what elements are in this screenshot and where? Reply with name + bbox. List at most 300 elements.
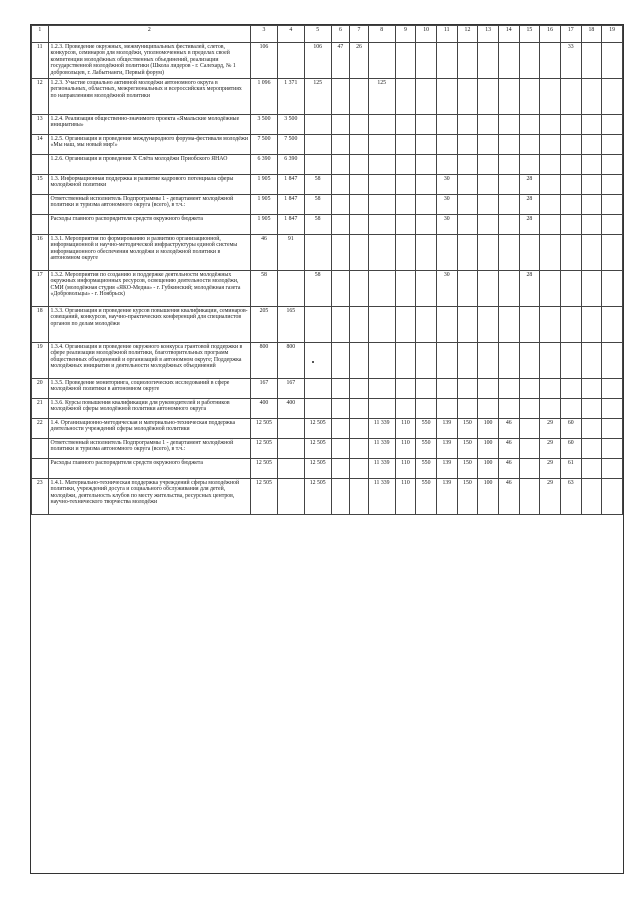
amount-cell	[478, 271, 499, 307]
amount-cell: 800	[277, 343, 304, 379]
amount-cell	[368, 235, 395, 271]
activity-name-cell: 1.2.6. Организация и проведение X Слёта молодёжи Приобского ЯНАО	[48, 155, 251, 175]
amount-cell: 47	[331, 43, 350, 79]
amount-cell	[304, 399, 331, 419]
amount-cell	[581, 195, 602, 215]
amount-cell	[350, 459, 369, 479]
amount-cell	[478, 115, 499, 135]
amount-cell	[368, 115, 395, 135]
amount-cell	[560, 79, 581, 115]
amount-cell	[368, 379, 395, 399]
amount-cell: 91	[277, 235, 304, 271]
amount-cell	[602, 459, 623, 479]
amount-cell	[519, 79, 540, 115]
amount-cell	[395, 343, 416, 379]
table-row	[32, 343, 623, 379]
amount-cell	[350, 195, 369, 215]
activity-name-cell: 1.2.3. Участие социально активной молодёжи автономного округа в региональных, областных, межрегиональных и всероссийских мероприятиях по направлениям молодёжной политики	[48, 79, 251, 115]
column-header: 19	[602, 26, 623, 43]
amount-cell	[560, 155, 581, 175]
amount-cell: 100	[478, 439, 499, 459]
amount-cell	[560, 115, 581, 135]
amount-cell	[331, 271, 350, 307]
amount-cell	[602, 379, 623, 399]
amount-cell	[478, 195, 499, 215]
row-number-cell	[32, 439, 49, 459]
amount-cell: 12 505	[304, 439, 331, 459]
column-header: 9	[395, 26, 416, 43]
column-header: 4	[277, 26, 304, 43]
amount-cell	[395, 135, 416, 155]
amount-cell: 139	[436, 479, 457, 515]
amount-cell	[304, 379, 331, 399]
amount-cell	[395, 307, 416, 343]
amount-cell: 33	[560, 43, 581, 79]
budget-table	[31, 25, 623, 515]
table-row	[32, 459, 623, 479]
amount-cell	[331, 155, 350, 175]
amount-cell	[416, 343, 437, 379]
row-number-cell: 22	[32, 419, 49, 439]
amount-cell	[395, 235, 416, 271]
amount-cell	[581, 235, 602, 271]
column-header: 3	[251, 26, 278, 43]
amount-cell	[602, 115, 623, 135]
amount-cell	[436, 135, 457, 155]
amount-cell	[457, 343, 478, 379]
amount-cell	[331, 307, 350, 343]
amount-cell	[368, 195, 395, 215]
amount-cell	[368, 399, 395, 419]
amount-cell	[350, 235, 369, 271]
amount-cell	[540, 235, 561, 271]
row-number-cell: 14	[32, 135, 49, 155]
amount-cell	[602, 175, 623, 195]
amount-cell	[560, 271, 581, 307]
amount-cell	[498, 155, 519, 175]
amount-cell	[519, 379, 540, 399]
amount-cell	[581, 155, 602, 175]
amount-cell: 3 500	[251, 115, 278, 135]
amount-cell	[478, 379, 499, 399]
activity-name-cell: Расходы главного распорядителя средств окружного бюджета	[48, 215, 251, 235]
amount-cell: 60	[560, 419, 581, 439]
amount-cell	[457, 215, 478, 235]
amount-cell: 28	[519, 175, 540, 195]
activity-name-cell: 1.2.4. Реализация общественно-значимого проекта «Ямальские молодёжные инициативы»	[48, 115, 251, 135]
amount-cell	[560, 135, 581, 155]
amount-cell: 1 096	[251, 79, 278, 115]
amount-cell	[416, 175, 437, 195]
amount-cell: 29	[540, 439, 561, 459]
amount-cell: 58	[304, 215, 331, 235]
amount-cell	[581, 399, 602, 419]
amount-cell	[540, 135, 561, 155]
amount-cell	[519, 439, 540, 459]
amount-cell	[395, 379, 416, 399]
amount-cell: 12 505	[304, 419, 331, 439]
amount-cell	[457, 135, 478, 155]
amount-cell	[478, 307, 499, 343]
amount-cell	[350, 135, 369, 155]
amount-cell: 150	[457, 439, 478, 459]
column-header: 15	[519, 26, 540, 43]
amount-cell	[478, 343, 499, 379]
amount-cell	[395, 175, 416, 195]
amount-cell	[581, 479, 602, 515]
amount-cell: 58	[304, 175, 331, 195]
amount-cell	[457, 175, 478, 195]
amount-cell: 550	[416, 439, 437, 459]
amount-cell	[560, 343, 581, 379]
amount-cell: 1 847	[277, 195, 304, 215]
activity-name-cell: Расходы главного распорядителя средств окружного бюджета	[48, 459, 251, 479]
table-row	[32, 215, 623, 235]
amount-cell: 1 905	[251, 215, 278, 235]
amount-cell	[331, 459, 350, 479]
amount-cell	[350, 399, 369, 419]
amount-cell	[304, 115, 331, 135]
amount-cell	[350, 439, 369, 459]
row-number-cell: 23	[32, 479, 49, 515]
activity-name-cell: Ответственный исполнитель Подпрограммы 1 - департамент молодёжной политики и туризма автономного округа (всего), в т.ч.:	[48, 195, 251, 215]
amount-cell	[540, 307, 561, 343]
amount-cell: 1 905	[251, 195, 278, 215]
amount-cell	[498, 399, 519, 419]
amount-cell: 12 505	[304, 459, 331, 479]
amount-cell	[478, 215, 499, 235]
amount-cell	[436, 235, 457, 271]
table-row	[32, 235, 623, 271]
amount-cell	[581, 175, 602, 195]
amount-cell	[350, 343, 369, 379]
amount-cell: 3 500	[277, 115, 304, 135]
amount-cell	[498, 195, 519, 215]
amount-cell: 7 500	[277, 135, 304, 155]
amount-cell	[478, 155, 499, 175]
row-number-cell: 11	[32, 43, 49, 79]
amount-cell	[457, 307, 478, 343]
amount-cell	[277, 459, 304, 479]
amount-cell	[436, 155, 457, 175]
amount-cell	[350, 271, 369, 307]
activity-name-cell: 1.3.5. Проведение мониторинга, социологических исследований в сфере молодёжной политики в автономном округе	[48, 379, 251, 399]
amount-cell	[560, 215, 581, 235]
amount-cell	[519, 235, 540, 271]
amount-cell	[457, 271, 478, 307]
amount-cell: 106	[251, 43, 278, 79]
table-row	[32, 43, 623, 79]
amount-cell	[350, 215, 369, 235]
amount-cell	[478, 43, 499, 79]
amount-cell	[540, 399, 561, 419]
amount-cell	[416, 235, 437, 271]
amount-cell	[368, 135, 395, 155]
amount-cell: 100	[478, 479, 499, 515]
row-number-cell: 20	[32, 379, 49, 399]
amount-cell	[331, 215, 350, 235]
column-header: 16	[540, 26, 561, 43]
amount-cell	[540, 271, 561, 307]
amount-cell	[519, 307, 540, 343]
amount-cell	[331, 479, 350, 515]
amount-cell: 165	[277, 307, 304, 343]
amount-cell	[519, 343, 540, 379]
amount-cell	[350, 307, 369, 343]
amount-cell	[519, 459, 540, 479]
column-header: 18	[581, 26, 602, 43]
amount-cell	[581, 79, 602, 115]
amount-cell	[416, 271, 437, 307]
amount-cell	[602, 307, 623, 343]
amount-cell	[498, 235, 519, 271]
amount-cell: 1 847	[277, 215, 304, 235]
table-row	[32, 115, 623, 135]
amount-cell	[331, 235, 350, 271]
activity-name-cell: 1.3.4. Организация и проведение окружного конкурса грантовой поддержки в сфере реализации молодёжной политики, благотворительных программ общественных объединений и организаций в автономном округе; Поддержка молодёжных инициатив и деятельности молодёжных объединений	[48, 343, 251, 379]
amount-cell: 60	[560, 439, 581, 459]
table-row	[32, 419, 623, 439]
amount-cell: 12 505	[251, 439, 278, 459]
amount-cell	[478, 135, 499, 155]
amount-cell	[331, 195, 350, 215]
activity-name-cell: 1.2.5. Организация и проведение международного форума-фестиваля молодёжи «Мы наш, мы новый мир!»	[48, 135, 251, 155]
amount-cell	[478, 399, 499, 419]
row-number-cell	[32, 155, 49, 175]
amount-cell	[416, 399, 437, 419]
amount-cell	[581, 43, 602, 79]
amount-cell: 167	[277, 379, 304, 399]
amount-cell	[416, 155, 437, 175]
amount-cell	[277, 439, 304, 459]
row-number-cell: 19	[32, 343, 49, 379]
row-number-cell: 15	[32, 175, 49, 195]
amount-cell	[560, 399, 581, 419]
amount-cell	[350, 379, 369, 399]
amount-cell	[304, 235, 331, 271]
amount-cell	[395, 399, 416, 419]
amount-cell	[331, 343, 350, 379]
amount-cell	[602, 43, 623, 79]
amount-cell	[498, 175, 519, 195]
amount-cell	[519, 115, 540, 135]
amount-cell	[368, 43, 395, 79]
activity-name-cell: 1.4.1. Материально-техническая поддержка учреждений сферы молодёжной политики, учреждений досуга и социального обслуживания для детей, молодёжи, деятельность клубов по месту жительства, ресурсных центров, научно-технического творчества молодёжи	[48, 479, 251, 515]
amount-cell: 58	[251, 271, 278, 307]
amount-cell: 12 505	[304, 479, 331, 515]
activity-name-cell: 1.3.3. Организация и проведение курсов повышения квалификации, семинаров-совещаний, конкурсов, научно-практических конференций для специалистов органов по делам молодёжи	[48, 307, 251, 343]
row-number-cell: 17	[32, 271, 49, 307]
amount-cell	[581, 343, 602, 379]
amount-cell	[457, 195, 478, 215]
amount-cell	[602, 343, 623, 379]
row-number-cell	[32, 459, 49, 479]
amount-cell	[395, 79, 416, 115]
amount-cell: 106	[304, 43, 331, 79]
amount-cell	[331, 399, 350, 419]
column-header: 10	[416, 26, 437, 43]
row-number-cell	[32, 215, 49, 235]
row-number-cell	[32, 195, 49, 215]
amount-cell	[540, 195, 561, 215]
amount-cell: 550	[416, 419, 437, 439]
amount-cell	[331, 79, 350, 115]
amount-cell	[560, 379, 581, 399]
column-header: 8	[368, 26, 395, 43]
amount-cell: 26	[350, 43, 369, 79]
amount-cell: 30	[436, 215, 457, 235]
amount-cell: 46	[498, 419, 519, 439]
amount-cell: 167	[251, 379, 278, 399]
amount-cell: 12 505	[251, 419, 278, 439]
amount-cell	[395, 195, 416, 215]
amount-cell	[602, 399, 623, 419]
amount-cell	[368, 271, 395, 307]
amount-cell	[519, 419, 540, 439]
amount-cell: 28	[519, 195, 540, 215]
amount-cell	[331, 379, 350, 399]
amount-cell	[540, 155, 561, 175]
amount-cell	[540, 379, 561, 399]
table-row	[32, 155, 623, 175]
column-header: 13	[478, 26, 499, 43]
amount-cell	[331, 115, 350, 135]
amount-cell	[331, 439, 350, 459]
amount-cell: 6 390	[251, 155, 278, 175]
amount-cell: 7 500	[251, 135, 278, 155]
amount-cell	[331, 175, 350, 195]
amount-cell	[457, 379, 478, 399]
amount-cell	[350, 419, 369, 439]
column-header: 5	[304, 26, 331, 43]
amount-cell	[478, 79, 499, 115]
amount-cell	[416, 115, 437, 135]
amount-cell	[519, 479, 540, 515]
amount-cell: 11 339	[368, 439, 395, 459]
table-row	[32, 79, 623, 115]
amount-cell: 100	[478, 459, 499, 479]
amount-cell	[350, 175, 369, 195]
amount-cell: 139	[436, 459, 457, 479]
activity-name-cell: 1.3.6. Курсы повышения квалификации для руководителей и работников молодёжной сферы молодёжной политики автономного округа	[48, 399, 251, 419]
table-row	[32, 175, 623, 195]
amount-cell	[519, 155, 540, 175]
amount-cell	[277, 271, 304, 307]
amount-cell: 46	[498, 459, 519, 479]
amount-cell: 110	[395, 459, 416, 479]
amount-cell	[416, 195, 437, 215]
amount-cell	[602, 271, 623, 307]
amount-cell: 28	[519, 215, 540, 235]
amount-cell	[457, 115, 478, 135]
column-header: 14	[498, 26, 519, 43]
column-header: 2	[48, 26, 251, 43]
amount-cell: 12 505	[251, 479, 278, 515]
amount-cell	[498, 307, 519, 343]
amount-cell: 800	[251, 343, 278, 379]
amount-cell	[331, 419, 350, 439]
table-row	[32, 439, 623, 459]
amount-cell: 150	[457, 459, 478, 479]
amount-cell	[304, 343, 331, 379]
amount-cell	[602, 479, 623, 515]
table-row	[32, 479, 623, 515]
amount-cell	[304, 155, 331, 175]
header-row	[32, 26, 623, 43]
amount-cell: 139	[436, 419, 457, 439]
amount-cell	[498, 271, 519, 307]
amount-cell	[368, 343, 395, 379]
amount-cell	[416, 307, 437, 343]
amount-cell: 550	[416, 459, 437, 479]
amount-cell	[416, 379, 437, 399]
amount-cell: 6 390	[277, 155, 304, 175]
amount-cell: 11 339	[368, 459, 395, 479]
activity-name-cell: 1.3.2. Мероприятия по созданию и поддержке деятельности молодёжных окружных информационных ресурсов, освещению деятельности молодёжи, СМИ (молодёжная студия «ЯКО-Медиа» - г. Губкинский; молодёжная газета «Добровольцы» - г. Ноябрьск)	[48, 271, 251, 307]
amount-cell: 63	[560, 479, 581, 515]
amount-cell	[416, 215, 437, 235]
amount-cell: 46	[498, 479, 519, 515]
amount-cell	[350, 79, 369, 115]
amount-cell: 30	[436, 271, 457, 307]
amount-cell	[277, 479, 304, 515]
amount-cell	[395, 215, 416, 235]
amount-cell: 11 339	[368, 479, 395, 515]
amount-cell	[436, 43, 457, 79]
table-row	[32, 307, 623, 343]
amount-cell	[581, 307, 602, 343]
activity-name-cell: 1.2.3. Проведение окружных, межмуниципальных фестивалей, слетов, конкурсов, семинаров для молодёжи, уполномоченных в пределах своей компетенции молодёжных общественных объединений, реализации государственной молодёжной политики (Школа лидеров - г. Салехард, № 1 добровольцев, г. Лабытнанги, Первый форум)	[48, 43, 251, 79]
amount-cell	[602, 79, 623, 115]
amount-cell: 61	[560, 459, 581, 479]
amount-cell	[602, 419, 623, 439]
column-header: 17	[560, 26, 581, 43]
amount-cell: 58	[304, 195, 331, 215]
amount-cell	[498, 379, 519, 399]
amount-cell	[581, 271, 602, 307]
amount-cell: 400	[277, 399, 304, 419]
amount-cell	[350, 115, 369, 135]
amount-cell	[498, 135, 519, 155]
amount-cell: 1 847	[277, 175, 304, 195]
amount-cell: 29	[540, 479, 561, 515]
amount-cell	[436, 115, 457, 135]
amount-cell: 205	[251, 307, 278, 343]
activity-name-cell: 1.4. Организационно-методическая и материально-техническая поддержка деятельности учреждений сферы молодёжной политики	[48, 419, 251, 439]
amount-cell	[540, 115, 561, 135]
table-row	[32, 135, 623, 155]
column-header: 7	[350, 26, 369, 43]
amount-cell	[540, 43, 561, 79]
amount-cell	[519, 43, 540, 79]
amount-cell	[350, 479, 369, 515]
amount-cell	[436, 343, 457, 379]
amount-cell	[457, 79, 478, 115]
amount-cell	[540, 343, 561, 379]
amount-cell	[581, 459, 602, 479]
amount-cell	[304, 307, 331, 343]
amount-cell: 29	[540, 419, 561, 439]
amount-cell: 12 505	[251, 459, 278, 479]
amount-cell: 30	[436, 195, 457, 215]
amount-cell	[277, 43, 304, 79]
amount-cell: 1 371	[277, 79, 304, 115]
amount-cell: 46	[498, 439, 519, 459]
amount-cell	[304, 135, 331, 155]
amount-cell: 400	[251, 399, 278, 419]
table-row	[32, 379, 623, 399]
amount-cell	[540, 215, 561, 235]
